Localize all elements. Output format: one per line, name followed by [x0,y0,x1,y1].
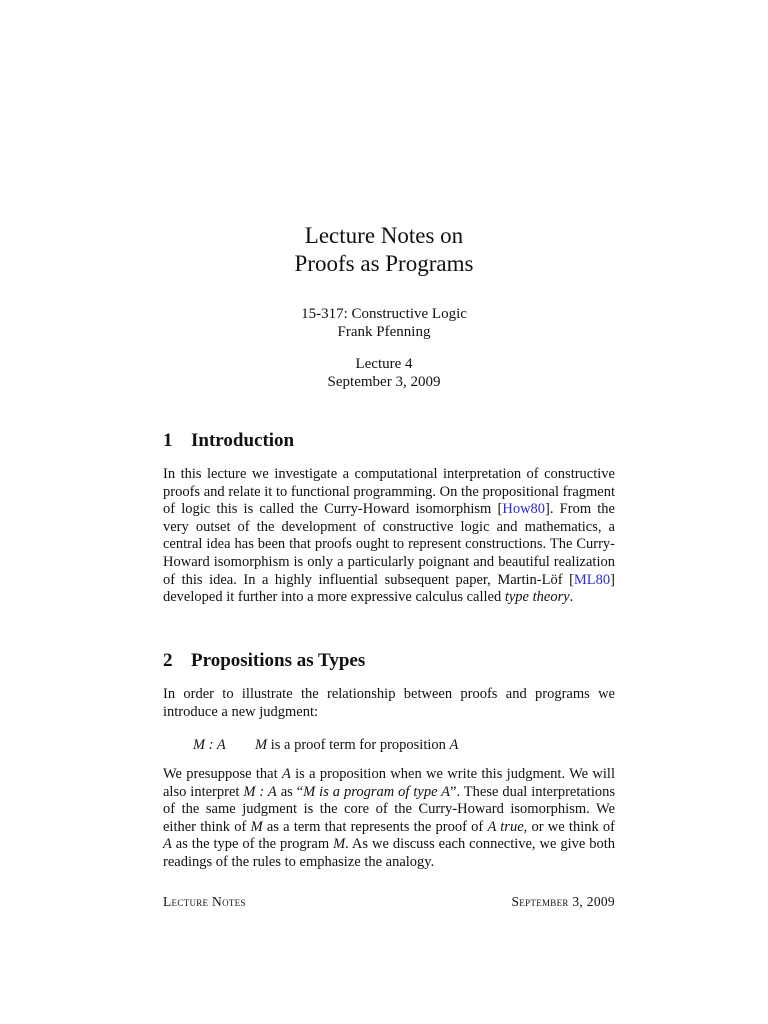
citation-link-ml80[interactable]: ML80 [573,571,611,588]
judgment-form: M : A [193,737,226,753]
text-run: is a proposition when we write this judgment. We will also interpret [163,766,615,800]
lecture-info [0,355,768,391]
section-number: 2 [163,650,173,671]
emphasis-type-theory: type theory [504,589,570,606]
text-run: as “ [276,783,304,800]
judgment-prop: A [449,737,459,753]
text-run: . As we discuss each connective, we give both readings of the rules to emphasize the analogy. [163,836,616,870]
author-name: Frank Pfenning [337,324,431,340]
text-run: . [569,589,574,606]
text-run: We presuppose that [163,766,282,782]
emphasis-quote: M is a program of type A [303,783,451,800]
lecture-number: Lecture 4 [355,356,413,372]
judgment-term: M [255,737,268,753]
text-run: In this lecture we investigate a computational interpretation of constructive proofs and relate it to functional programming. On the propositional fragment of logic this is called the Curry-Howard isomorphism [ [163,466,615,518]
text-run: , or we think of [523,818,616,835]
text-run: ] developed it further into a more expressive calculus called [163,571,615,606]
title-line-2: Proofs as Programs [294,251,474,276]
text-run: as a term that represents the proof of [262,818,488,835]
math-var: A [281,766,291,782]
lecture-date: September 3, 2009 [327,374,441,390]
math-var: A [163,836,172,853]
text-run: ”. These dual interpretations of the same judgment is the core of the Curry-Howard isomorphism. We either think of [163,783,616,835]
math-var: M [333,836,346,853]
course-info [0,305,768,341]
judgment-display [193,736,458,754]
math-expr: M : A [243,783,277,800]
citation-link-how80[interactable]: How80 [502,501,546,518]
section-heading-propositions-as-types [163,650,618,672]
text-run: ]. From the very outset of the development of constructive logic and mathematics, a central idea has been that proofs ought to represent constructions. The Curry-Howard isomorphism is only a particularly poignant and beautiful realization of this idea. In a highly influential subsequent paper, Martin-Löf [ [163,501,615,588]
propositions-paragraph-1: In order to illustrate the relationship between proofs and programs we introduce a new judgment: [163,686,615,720]
text-run: as the type of the program [171,836,334,853]
math-var: M [250,818,263,835]
section-title: Introduction [191,430,295,451]
section-heading-introduction [163,430,618,452]
title-line-1: Lecture Notes on [304,223,464,248]
section-title: Propositions as Types [191,650,366,671]
propositions-paragraph-2 [163,766,615,872]
judgment-gloss: is a proof term for proposition [267,737,450,753]
math-judgment: A true [487,818,524,835]
footer-right: September 3, 2009 [511,894,615,909]
document-title [0,222,768,278]
course-name: 15-317: Constructive Logic [301,306,467,322]
section-number: 1 [163,430,173,451]
footer-left: Lecture Notes [163,894,246,909]
introduction-paragraph [163,466,615,607]
